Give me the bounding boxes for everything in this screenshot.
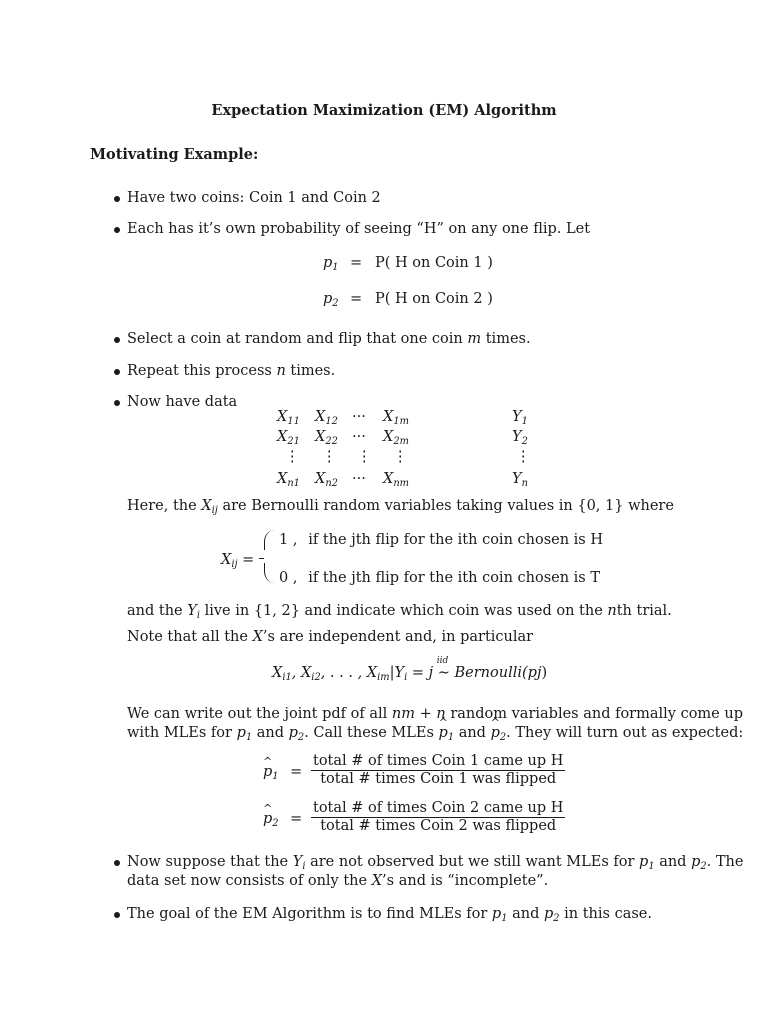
matrix-cell: $X_{1m}$ bbox=[383, 409, 409, 427]
bullet-coins: Have two coins: Coin 1 and Coin 2 bbox=[127, 190, 381, 206]
matrix-cell: ··· bbox=[352, 409, 366, 425]
page-title: Expectation Maximization (EM) Algorithm bbox=[211, 102, 557, 119]
p2-rhs: P( H on Coin 2 ) bbox=[375, 291, 493, 307]
bullet-now-have-data: Now have data bbox=[127, 394, 238, 410]
matrix-cell: $X_{21}$ bbox=[277, 429, 300, 447]
matrix-cell: ⋮ bbox=[357, 449, 372, 465]
matrix-cell: ··· bbox=[352, 429, 366, 445]
matrix-cell: ··· bbox=[352, 471, 366, 487]
bullet-dot bbox=[114, 860, 120, 866]
bullet-probability: Each has it’s own probability of seeing “H” on any one flip. Let bbox=[127, 221, 591, 237]
p1-equals: = bbox=[350, 255, 363, 271]
matrix-cell: ⋮ bbox=[516, 449, 531, 465]
matrix-cell: $X_{n1}$ bbox=[277, 471, 300, 489]
p2-hat-lhs: ^ $p_2$ bbox=[263, 812, 279, 827]
bullet-suppose-line2: data set now consists of only the X’s and is “incomplete”. bbox=[127, 873, 549, 889]
bullet-dot bbox=[114, 912, 120, 918]
left-brace bbox=[259, 558, 264, 559]
mle2-equals: = bbox=[290, 811, 303, 827]
bullet-select-coin: Select a coin at random and flip that one coin m times. bbox=[127, 331, 531, 347]
bullet-goal: The goal of the EM Algorithm is to find MLEs for $p_1$ and $p_2$ in this case. bbox=[127, 906, 652, 924]
p1-rhs: P( H on Coin 1 ) bbox=[375, 255, 493, 271]
left-brace bbox=[264, 530, 275, 550]
paragraph-joint-line1: We can write out the joint pdf of all nm + n random variables and formally come up bbox=[127, 706, 743, 722]
matrix-cell: $X_{2m}$ bbox=[383, 429, 409, 447]
matrix-cell: ⋮ bbox=[322, 449, 337, 465]
p2-equals: = bbox=[350, 291, 363, 307]
matrix-cell: $Y_n$ bbox=[512, 471, 528, 489]
p1-lhs: $p_1$ bbox=[323, 255, 339, 273]
matrix-cell: ⋮ bbox=[393, 449, 408, 465]
paragraph-joint-line2: with MLEs for $p_1$ and $p_2$. Call these MLEs ^ $p_1$ and ^ $p_2$. They will turn out as expected: bbox=[127, 726, 743, 741]
bullet-dot bbox=[114, 196, 120, 202]
mle1-fraction bbox=[311, 754, 565, 786]
matrix-cell: ⋮ bbox=[285, 449, 300, 465]
mle1-denominator: total # times Coin 1 was flipped bbox=[320, 770, 557, 787]
matrix-cell: $X_{nm}$ bbox=[383, 471, 410, 489]
mle2-fraction bbox=[311, 801, 565, 833]
xij-lhs: $X_{ij}$ = bbox=[221, 552, 255, 570]
mle2-numerator: total # of times Coin 2 came up H bbox=[313, 800, 564, 816]
iid-equation: $X_{i1}$, $X_{i2}$, . . . , $X_{im}|Y_i = j$ iid ∼ Bernoulli(pj) bbox=[272, 656, 548, 683]
mle1-equals: = bbox=[290, 764, 303, 780]
paragraph-note: Note that all the X’s are independent and, in particular bbox=[127, 629, 534, 645]
matrix-cell: $X_{11}$ bbox=[277, 409, 300, 427]
mle1-numerator: total # of times Coin 1 came up H bbox=[313, 753, 564, 769]
matrix-cell: $Y_1$ bbox=[512, 409, 528, 427]
bullet-dot bbox=[114, 227, 120, 233]
matrix-cell: $X_{12}$ bbox=[315, 409, 338, 427]
bullet-suppose-line1: Now suppose that the $Y_i$ are not observed but we still want MLEs for $p_1$ and $p_2$. The bbox=[127, 854, 744, 872]
paragraph-yi: and the $Y_i$ live in {1, 2} and indicate which coin was used on the nth trial. bbox=[127, 603, 672, 621]
matrix-cell: $Y_2$ bbox=[512, 429, 528, 447]
bullet-repeat: Repeat this process n times. bbox=[127, 363, 336, 379]
case-0: 0 , if the jth flip for the ith coin chosen is T bbox=[279, 570, 601, 586]
bullet-dot bbox=[114, 400, 120, 406]
paragraph-here: Here, the $X_{ij}$ are Bernoulli random variables taking values in {0, 1} where bbox=[127, 498, 674, 516]
mle2-denominator: total # times Coin 2 was flipped bbox=[320, 817, 557, 834]
p1-hat-lhs: ^ $p_1$ bbox=[263, 765, 279, 780]
left-brace bbox=[264, 563, 275, 583]
bullet-dot bbox=[114, 369, 120, 375]
case-1: 1 , if the jth flip for the ith coin chosen is H bbox=[279, 532, 604, 548]
p2-lhs: $p_2$ bbox=[323, 291, 339, 309]
matrix-cell: $X_{n2}$ bbox=[315, 471, 338, 489]
bullet-dot bbox=[114, 337, 120, 343]
matrix-cell: $X_{22}$ bbox=[315, 429, 338, 447]
section-heading: Motivating Example: bbox=[90, 146, 259, 163]
